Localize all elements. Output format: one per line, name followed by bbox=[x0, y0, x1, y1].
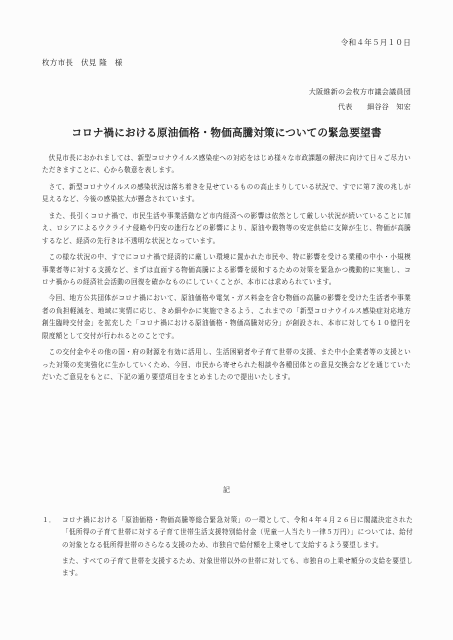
ki-heading: 記 bbox=[223, 486, 230, 494]
request-item-number: １． bbox=[42, 516, 56, 524]
body-paragraph: この様な状況の中、すでにコロナ禍で経済的に厳しい環境に置かれた市民や、特に影響を受ける業種の中小・小規模事業者等に対する支援など、まずは直面する物価高騰による影響を緩和するための対策を緊急かつ機動的に実施し、コロナ禍からの経済社会活動の回復を確かなものにしていくことが、本市には求められています。 bbox=[42, 253, 411, 286]
request-item-text: コロナ禍における「原油価格・物価高騰等総合緊急対策」の一環として、令和４年４月２６日に閣議決定された「低所得の子育て世帯に対する子育て世帯生活支援特別給付金（児童一人当たり一律５万円）」については、給付の対象となる低所得世帯のさらなる支援のため、市独自で給付額を上乗せして支給するよう要望します。 bbox=[62, 516, 413, 549]
document-title: コロナ禍における原油価格・物価高騰対策についての緊急要望書 bbox=[71, 127, 382, 139]
request-item bbox=[42, 514, 413, 583]
document-body bbox=[42, 152, 411, 387]
sender-organization: 大阪維新の会枚方市議会議員団 bbox=[308, 88, 411, 96]
body-paragraph: 今回、地方公共団体がコロナ禍において、原油価格や電気・ガス料金を含む物価の高騰の影響を受けた生活者や事業者の負担軽減を、地域に実情に応じ、きめ細やかに実施できるよう、これまでの「新型コロナウイルス感染症対応地方創生臨時交付金」を拡充した「コロナ禍における原油価格・物価高騰対応分」が創設され、本市に対しても１０億円を限度額として交付が行われるとのことです。 bbox=[42, 294, 411, 340]
body-paragraph: さて、新型コロナウイルスの感染状況は落ち着きを見せているものの高止まりしている状況で、すでに第７波の兆しが見えるなど、今後の感染拡大が懸念されています。 bbox=[42, 182, 411, 204]
body-paragraph: この交付金やその他の国・府の財源を有効に活用し、生活困窮者や子育て世帯の支援、また中小企業者等の支援といった対策の充実強化に生かしていくため、今回、市民から寄せられた相談や各種団体との意見交換会などを通じていただいたご意見をもとに、下記の通り要望項目をまとめましたので提出いたします。 bbox=[42, 348, 411, 381]
body-paragraph: 伏見市長におかれましては、新型コロナウイルス感染症への対応をはじめ様々な市政課題の解決に向けて日々ご尽力いただきますことに、心から敬意を表します。 bbox=[42, 154, 411, 175]
request-item-subtext: また、すべての子育て世帯を支援するため、対象世帯以外の世帯に対しても、市独自の上乗せ額分の支給を要望します。 bbox=[62, 556, 413, 577]
recipient: 枚方市長 伏見 隆 様 bbox=[42, 58, 123, 67]
sender-representative: 代表 細谷谷 知宏 bbox=[338, 103, 411, 111]
body-paragraph: また、長引くコロナ禍で、市民生活や事業活動など市内経済への影響は依然として厳しい状況が続いていることに加え、ロシアによるウクライナ侵略や円安の進行などの影響により、原油や穀物等の安定供給に支障が生じ、物価が高騰するなど、経済の先行きは不透明な状況となっています。 bbox=[42, 211, 411, 245]
document-date: 令和４年５月１０日 bbox=[340, 38, 411, 47]
